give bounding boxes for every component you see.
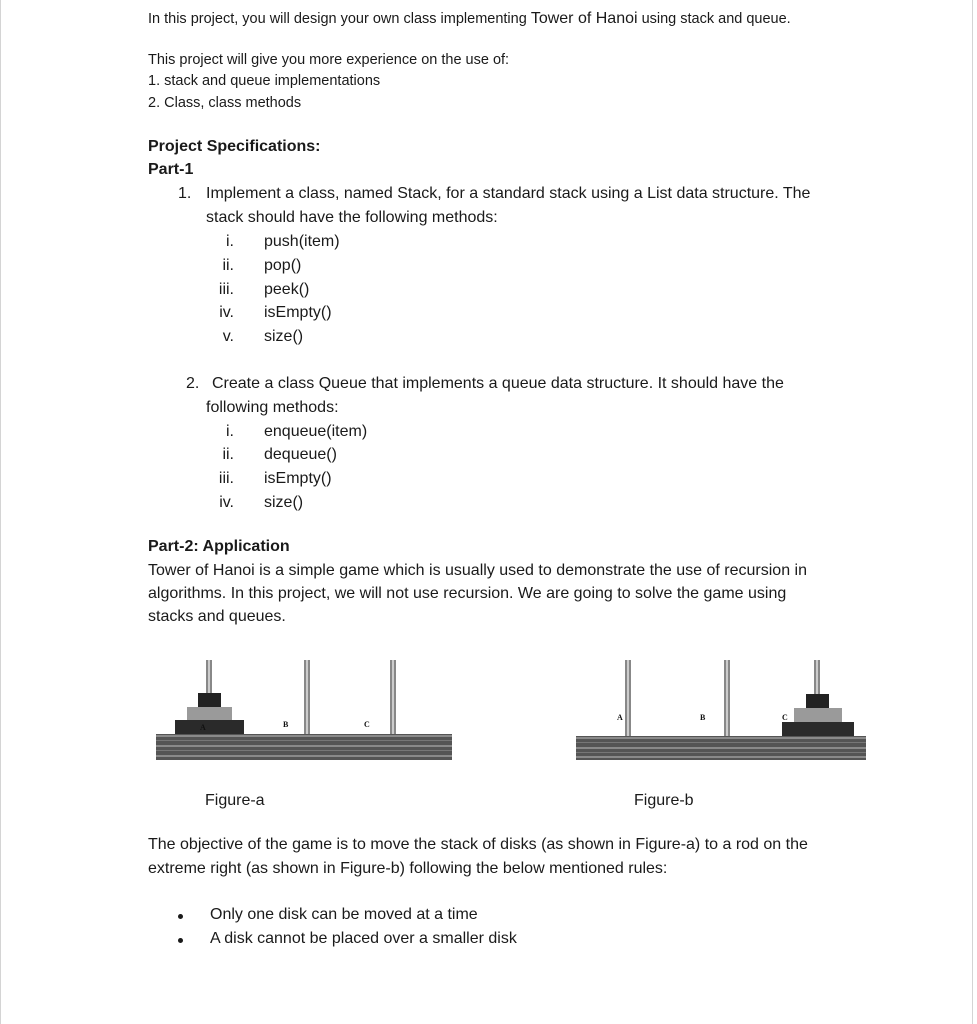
figure-b-illustration xyxy=(570,652,870,770)
intro-line xyxy=(148,11,791,27)
item1-number: 1. xyxy=(178,185,192,202)
item1-line1: Implement a class, named Stack, for a standard stack using a List data structure. The xyxy=(206,185,811,202)
rod-label-b: B xyxy=(283,720,289,729)
rod-label-a: A xyxy=(200,723,206,732)
page-edge-right xyxy=(972,0,973,1024)
queue-method-name: isEmpty() xyxy=(264,470,332,487)
item2-line1: Create a class Queue that implements a queue data structure. It should have the xyxy=(212,375,784,392)
stack-method-name: size() xyxy=(264,328,304,345)
bullet-icon xyxy=(178,914,183,919)
stack-method-name: isEmpty() xyxy=(264,304,332,321)
part2-line: stacks and queues. xyxy=(148,608,286,625)
specs-heading: Project Specifications: xyxy=(148,138,321,155)
part2-line: Tower of Hanoi is a simple game which is usually used to demonstrate the use of recursion in xyxy=(148,562,807,579)
queue-method-num: iii. xyxy=(218,470,234,487)
intro-text-b: Tower of Hanoi xyxy=(530,10,638,27)
stack-method-num: iv. xyxy=(219,304,234,321)
part2-heading: Part-2: Application xyxy=(148,538,290,555)
stack-method-num: i. xyxy=(226,233,234,250)
stack-method-num: iii. xyxy=(218,281,234,298)
rod-label-a: A xyxy=(617,713,623,722)
queue-method-num: ii. xyxy=(222,446,234,463)
queue-method-name: size() xyxy=(264,494,304,511)
queue-method-num: i. xyxy=(226,423,234,440)
part1-heading: Part-1 xyxy=(148,161,194,178)
item2-line2: following methods: xyxy=(206,399,339,416)
stack-method-name: peek() xyxy=(264,281,310,298)
bullet-icon xyxy=(178,938,183,943)
objective-line: extreme right (as shown in Figure-b) following the below mentioned rules: xyxy=(148,860,668,877)
experience-text: This project will give you more experience on the use of: xyxy=(148,52,510,68)
queue-method-name: dequeue() xyxy=(264,446,337,463)
intro-text-a: In this project, you will design your own class implementing xyxy=(148,11,531,27)
stack-method-num: ii. xyxy=(222,257,234,274)
rule-item: A disk cannot be placed over a smaller disk xyxy=(210,930,517,947)
queue-method-num: iv. xyxy=(219,494,234,511)
item2-number: 2. xyxy=(186,375,200,392)
intro-text-c: using stack and queue. xyxy=(637,11,791,27)
rod-label-b: B xyxy=(700,713,706,722)
experience-item-1: 1. stack and queue implementations xyxy=(148,73,381,89)
stack-method-num: v. xyxy=(222,328,234,345)
figure-b-caption: Figure-b xyxy=(634,792,694,809)
rod-label-c: C xyxy=(782,713,788,722)
stack-method-name: pop() xyxy=(264,257,302,274)
experience-item-2: 2. Class, class methods xyxy=(148,95,302,111)
part2-line: algorithms. In this project, we will not use recursion. We are going to solve the game using xyxy=(148,585,787,602)
figure-a-caption: Figure-a xyxy=(205,792,265,809)
objective-line: The objective of the game is to move the stack of disks (as shown in Figure-a) to a rod on the xyxy=(148,836,808,853)
stack-method-name: push(item) xyxy=(264,233,340,250)
rule-item: Only one disk can be moved at a time xyxy=(210,906,478,923)
figure-a-illustration xyxy=(150,652,456,770)
queue-method-name: enqueue(item) xyxy=(264,423,368,440)
rod-label-c: C xyxy=(364,720,370,729)
page-edge-left xyxy=(0,0,1,1024)
item1-line2: stack should have the following methods: xyxy=(206,209,498,226)
